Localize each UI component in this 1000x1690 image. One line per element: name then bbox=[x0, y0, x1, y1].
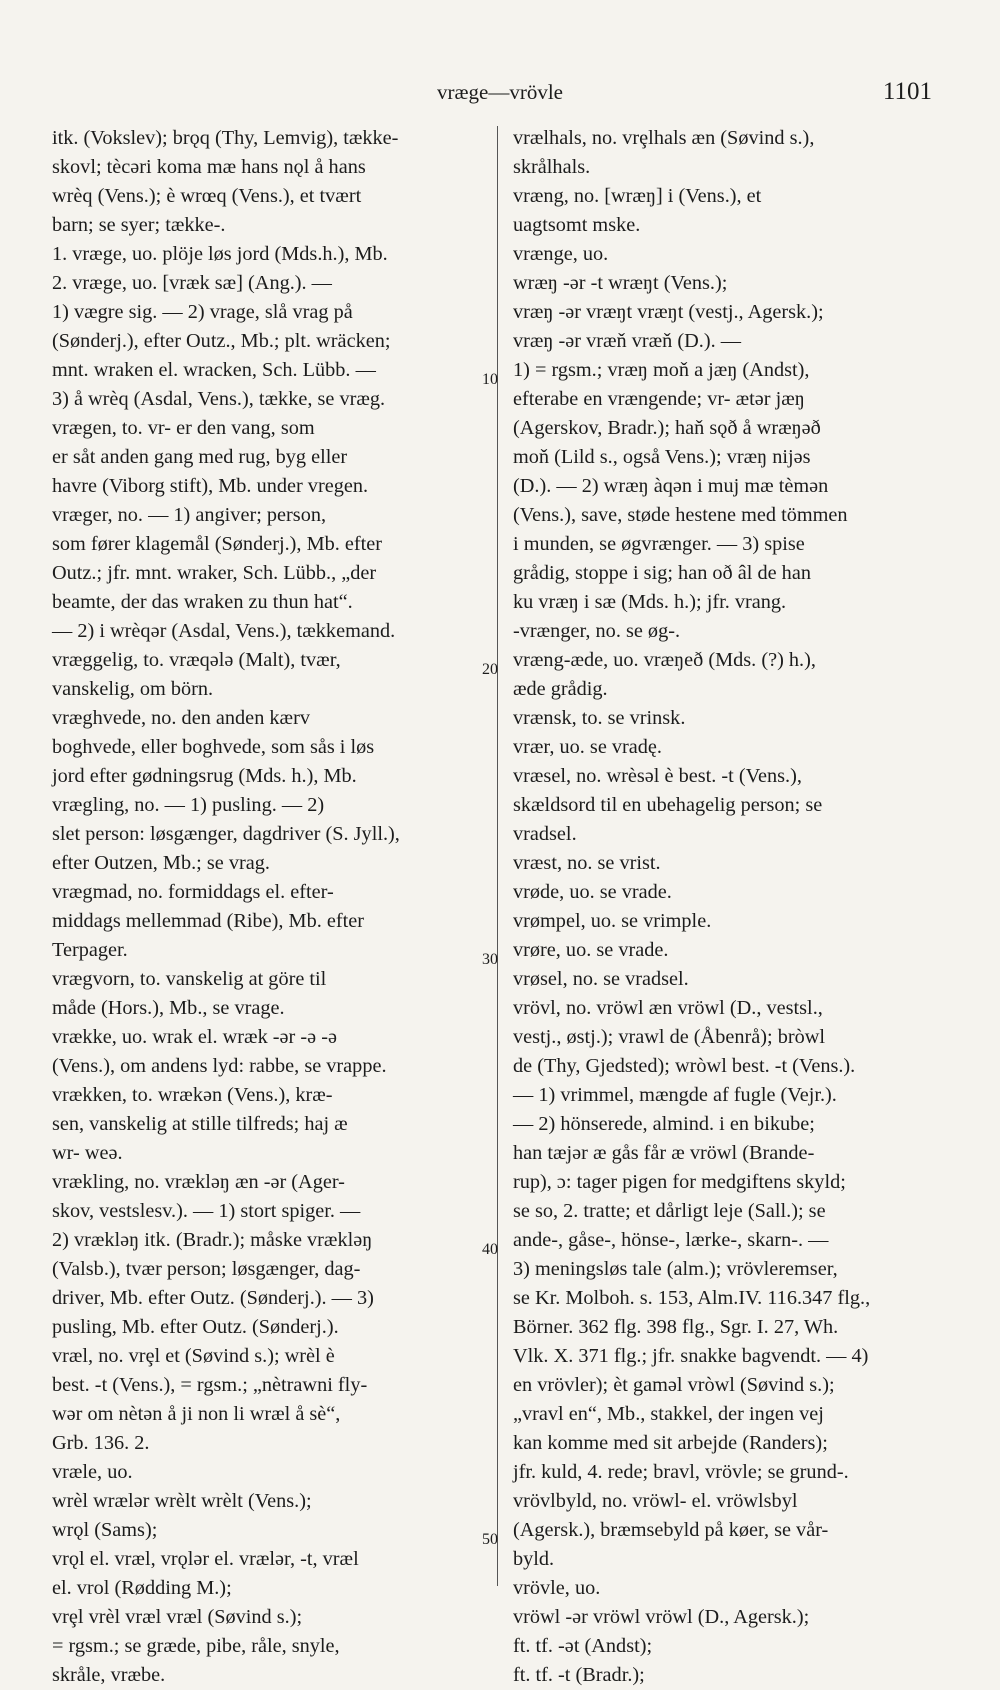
text-line: Outz.; jfr. mnt. wraker, Sch. Lübb., „der bbox=[52, 562, 377, 584]
text-line: havre (Viborg stift), Mb. under vregen. bbox=[52, 475, 369, 497]
text-line: vræŋ -ər vræň vræň (D.). — bbox=[513, 330, 742, 352]
text-line: vræng, no. [wræŋ] i (Vens.), et bbox=[513, 185, 762, 207]
text-line: måde (Hors.), Mb., se vrage. bbox=[52, 997, 285, 1019]
text-line: (Vens.), save, støde hestene med tömmen bbox=[513, 504, 848, 526]
text-line: kan komme med sit arbejde (Randers); bbox=[513, 1432, 828, 1454]
text-line: (Agersk.), bræmsebyld på køer, se vår- bbox=[513, 1519, 829, 1541]
text-line: vrægmad, no. formiddags el. efter- bbox=[52, 881, 334, 903]
text-line: efter Outzen, Mb.; se vrag. bbox=[52, 852, 270, 874]
text-line: vrövlbyld, no. vröwl- el. vröwlsbyl bbox=[513, 1490, 798, 1512]
text-line: vrække, uo. wrak el. wræk -ər -ə -ə bbox=[52, 1026, 337, 1048]
text-line: itk. (Vokslev); brǫq (Thy, Lemvig), tække- bbox=[52, 127, 399, 149]
text-line: æde grådig. bbox=[513, 678, 608, 700]
text-line: (Valsb.), tvær person; løsgænger, dag- bbox=[52, 1258, 361, 1280]
text-line: barn; se syer; tække-. bbox=[52, 214, 226, 236]
text-line: ft. tf. -ət (Andst); bbox=[513, 1635, 653, 1657]
text-line: jfr. kuld, 4. rede; bravl, vrövle; se grund-. bbox=[513, 1461, 849, 1483]
left-column bbox=[52, 124, 478, 1690]
text-line: vrænge, uo. bbox=[513, 243, 609, 265]
right-column bbox=[513, 124, 946, 1690]
text-line: vrækken, to. wrækən (Vens.), kræ- bbox=[52, 1084, 333, 1106]
text-line: se so, 2. tratte; et dårligt leje (Sall.); se bbox=[513, 1200, 826, 1222]
text-line: vræŋ -ər vræŋt vræŋt (vestj., Agersk.); bbox=[513, 301, 824, 323]
text-line: 3) meningsløs tale (alm.); vrövleremser, bbox=[513, 1258, 838, 1280]
text-line: wrǫl (Sams); bbox=[52, 1519, 158, 1541]
text-line: se Kr. Molboh. s. 153, Alm.IV. 116.347 flg., bbox=[513, 1287, 871, 1309]
text-line: vrøsel, no. se vradsel. bbox=[513, 968, 689, 990]
text-line: skov, vestslesv.). — 1) stort spiger. — bbox=[52, 1200, 361, 1222]
text-line: wər om nètən å ji non li wræl å sè“, bbox=[52, 1403, 341, 1425]
text-line: en vrövler); èt gaməl vròwl (Søvind s.); bbox=[513, 1374, 835, 1396]
text-line: (Vens.), om andens lyd: rabbe, se vrappe. bbox=[52, 1055, 387, 1077]
text-line: vrømpel, uo. se vrimple. bbox=[513, 910, 712, 932]
text-line: vrækling, no. vrækləŋ æn -ər (Ager- bbox=[52, 1171, 345, 1193]
page-number: 1101 bbox=[882, 78, 932, 105]
text-line: vræng-æde, uo. vræŋeð (Mds. (?) h.), bbox=[513, 649, 816, 671]
text-line: — 2) hönserede, almind. i en bikube; bbox=[513, 1113, 815, 1135]
text-line: 2) vrækləŋ itk. (Bradr.); måske vrækləŋ bbox=[52, 1229, 373, 1251]
line-number: 10 bbox=[482, 371, 498, 388]
text-line: beamte, der das wraken zu thun hat“. bbox=[52, 591, 353, 613]
text-line: el. vrol (Rødding M.); bbox=[52, 1577, 232, 1599]
text-line: skrålhals. bbox=[513, 156, 591, 178]
text-line: vröwl -ər vröwl vröwl (D., Agersk.); bbox=[513, 1606, 810, 1628]
text-line: vrægvorn, to. vanskelig at göre til bbox=[52, 968, 327, 990]
text-line: vræsel, no. wrèsəl è best. -t (Vens.), bbox=[513, 765, 802, 787]
line-number: 20 bbox=[482, 661, 498, 678]
text-line: vrøde, uo. se vrade. bbox=[513, 881, 672, 903]
text-line: (Agerskov, Bradr.); haň sǫð å wræŋəð bbox=[513, 417, 821, 439]
text-line: vræle, uo. bbox=[52, 1461, 133, 1483]
text-line: Börner. 362 flg. 398 flg., Sgr. I. 27, Wh. bbox=[513, 1316, 839, 1338]
text-line: rup), ɔ: tager pigen for medgiftens skyld; bbox=[513, 1171, 846, 1193]
column-divider bbox=[497, 126, 498, 1586]
text-line: vrælhals, no. vrȩlhals æn (Søvind s.), bbox=[513, 127, 815, 149]
text-line: skovl; tècəri koma mæ hans nǫl å hans bbox=[52, 156, 366, 178]
text-line: ku vræŋ i sæ (Mds. h.); jfr. vrang. bbox=[513, 591, 787, 613]
text-line: jord efter gødningsrug (Mds. h.), Mb. bbox=[52, 765, 357, 787]
text-line: vrænsk, to. se vrinsk. bbox=[513, 707, 686, 729]
text-line: driver, Mb. efter Outz. (Sønderj.). — 3) bbox=[52, 1287, 374, 1309]
text-line: grådig, stoppe i sig; han oð âl de han bbox=[513, 562, 811, 584]
line-number: 50 bbox=[482, 1531, 498, 1548]
text-line: vræst, no. se vrist. bbox=[513, 852, 661, 874]
text-line: pusling, Mb. efter Outz. (Sønderj.). bbox=[52, 1316, 339, 1338]
text-line: wrèq (Vens.); è wrœq (Vens.), et tvært bbox=[52, 185, 362, 207]
text-line: 1) vægre sig. — 2) vrage, slå vrag på bbox=[52, 301, 353, 323]
text-line: wræŋ -ər -t wræŋt (Vens.); bbox=[513, 272, 728, 294]
text-line: moň (Lild s., også Vens.); vræŋ nijəs bbox=[513, 446, 811, 468]
text-line: er såt anden gang med rug, byg eller bbox=[52, 446, 348, 468]
text-line: — 1) vrimmel, mængde af fugle (Vejr.). bbox=[513, 1084, 837, 1106]
text-line: (D.). — 2) wræŋ àqən i muj mæ tèmən bbox=[513, 475, 829, 497]
text-line: vræghvede, no. den anden kærv bbox=[52, 707, 310, 729]
text-line: 1. vræge, uo. plöje løs jord (Mds.h.), Mb. bbox=[52, 243, 388, 265]
text-line: de (Thy, Gjedsted); wròwl best. -t (Vens.). bbox=[513, 1055, 856, 1077]
text-line: „vravl en“, Mb., stakkel, der ingen vej bbox=[513, 1403, 824, 1425]
text-line: vrövle, uo. bbox=[513, 1577, 601, 1599]
text-line: ande-, gåse-, hönse-, lærke-, skarn-. — bbox=[513, 1229, 829, 1251]
text-line: middags mellemmad (Ribe), Mb. efter bbox=[52, 910, 365, 932]
text-line: byld. bbox=[513, 1548, 555, 1570]
text-line: — 2) i wrèqər (Asdal, Vens.), tækkemand. bbox=[52, 620, 396, 642]
text-line: vrövl, no. vröwl æn vröwl (D., vestsl., bbox=[513, 997, 823, 1019]
text-line: vradsel. bbox=[513, 823, 577, 845]
text-line: sen, vanskelig at stille tilfreds; haj æ bbox=[52, 1113, 348, 1135]
text-line: best. -t (Vens.), = rgsm.; „nètrawni fly- bbox=[52, 1374, 368, 1396]
text-line: vrȩl vrèl vræl vræl (Søvind s.); bbox=[52, 1606, 303, 1628]
text-line: vræger, no. — 1) angiver; person, bbox=[52, 504, 327, 526]
text-line: vrær, uo. se vradę. bbox=[513, 736, 662, 758]
text-line: vrøre, uo. se vrade. bbox=[513, 939, 669, 961]
text-line: (Sønderj.), efter Outz., Mb.; plt. wräcken; bbox=[52, 330, 391, 352]
text-line: som fører klagemål (Sønderj.), Mb. efter bbox=[52, 533, 383, 555]
line-number: 30 bbox=[482, 951, 498, 968]
page-header bbox=[0, 80, 1000, 110]
text-line: vanskelig, om börn. bbox=[52, 678, 214, 700]
line-number: 40 bbox=[482, 1241, 498, 1258]
running-head: vræge—vrövle bbox=[437, 80, 563, 104]
text-line: skråle, vræbe. bbox=[52, 1664, 166, 1686]
text-line: skældsord til en ubehagelig person; se bbox=[513, 794, 823, 816]
text-line: vræggelig, to. vræqələ (Malt), tvær, bbox=[52, 649, 341, 671]
text-line: mnt. wraken el. wracken, Sch. Lübb. — bbox=[52, 359, 376, 381]
text-line: 2. vræge, uo. [vræk sæ] (Ang.). — bbox=[52, 272, 332, 294]
text-line: i munden, se øgvrænger. — 3) spise bbox=[513, 533, 805, 555]
text-line: vrǫl el. vræl, vrǫlər el. vrælər, -t, vræl bbox=[52, 1548, 359, 1570]
text-line: -vrænger, no. se øg-. bbox=[513, 620, 681, 642]
text-line: Grb. 136. 2. bbox=[52, 1432, 150, 1454]
text-line: efterabe en vrængende; vr- ætər jæŋ bbox=[513, 388, 805, 410]
text-line: wrèl wrælər wrèlt wrèlt (Vens.); bbox=[52, 1490, 312, 1512]
text-line: slet person: løsgænger, dagdriver (S. Jyll.), bbox=[52, 823, 400, 845]
text-line: Terpager. bbox=[52, 939, 128, 961]
text-line: 3) å wrèq (Asdal, Vens.), tække, se vræg. bbox=[52, 388, 386, 410]
text-line: ft. tf. -t (Bradr.); bbox=[513, 1664, 645, 1686]
text-line: uagtsomt mske. bbox=[513, 214, 641, 236]
text-line: wr- weə. bbox=[52, 1142, 123, 1164]
text-line: 1) = rgsm.; vræŋ moň a jæŋ (Andst), bbox=[513, 359, 810, 381]
text-line: vrægen, to. vr- er den vang, som bbox=[52, 417, 315, 439]
text-line: Vlk. X. 371 flg.; jfr. snakke bagvendt. — 4) bbox=[513, 1345, 869, 1367]
text-line: boghvede, eller boghvede, som sås i løs bbox=[52, 736, 375, 758]
text-line: vræl, no. vrȩl et (Søvind s.); wrèl è bbox=[52, 1345, 335, 1367]
text-line: = rgsm.; se græde, pibe, råle, snyle, bbox=[52, 1635, 340, 1657]
text-line: han tæjər æ gås får æ vröwl (Brande- bbox=[513, 1142, 815, 1164]
text-line: vestj., østj.); vrawl de (Åbenrå); bròwl bbox=[513, 1026, 826, 1048]
text-line: vrægling, no. — 1) pusling. — 2) bbox=[52, 794, 325, 816]
